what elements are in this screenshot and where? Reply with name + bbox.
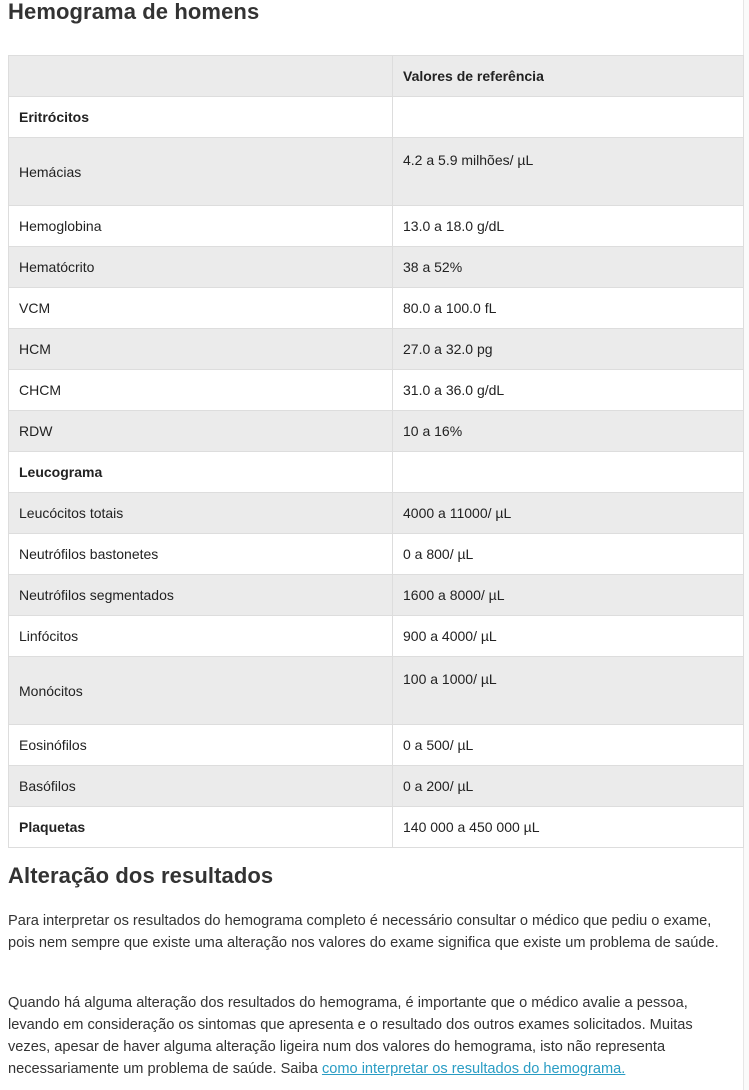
paragraph-interpretation: Para interpretar os resultados do hemograma completo é necessário consultar o médico que pediu o exame, pois nem sempre que existe uma alteração nos valores do exame significa que existe um problema de saúde.	[8, 913, 719, 951]
row-value	[393, 452, 744, 493]
row-value: 31.0 a 36.0 g/dL	[393, 370, 744, 411]
row-label: Eosinófilos	[9, 725, 393, 766]
row-label: Neutrófilos bastonetes	[9, 534, 393, 575]
row-value: 900 a 4000/ µL	[393, 616, 744, 657]
row-label: CHCM	[9, 370, 393, 411]
table-row	[9, 247, 744, 288]
table-row	[9, 206, 744, 247]
section-title-alteracao: Alteração dos resultados	[8, 863, 274, 888]
row-label: Linfócitos	[9, 616, 393, 657]
table-row	[9, 725, 744, 766]
row-value: 4000 a 11000/ µL	[393, 493, 744, 534]
row-value: 0 a 500/ µL	[393, 725, 744, 766]
section-title-hemograma: Hemograma de homens	[8, 0, 260, 24]
table-row	[9, 288, 744, 329]
row-value: 1600 a 8000/ µL	[393, 575, 744, 616]
row-value	[393, 97, 744, 138]
table-header-row	[9, 56, 744, 97]
table-row	[9, 534, 744, 575]
interpret-results-link[interactable]: como interpretar os resultados do hemograma.	[321, 1061, 626, 1077]
table-header-cell-values: Valores de referência	[393, 56, 744, 97]
row-label: Plaquetas	[9, 807, 393, 848]
row-label: Eritrócitos	[9, 97, 393, 138]
row-value: 27.0 a 32.0 pg	[393, 329, 744, 370]
row-value: 10 a 16%	[393, 411, 744, 452]
table-row	[9, 329, 744, 370]
row-value: 13.0 a 18.0 g/dL	[393, 206, 744, 247]
row-label: Neutrófilos segmentados	[9, 575, 393, 616]
row-value: 0 a 800/ µL	[393, 534, 744, 575]
table-row	[9, 97, 744, 138]
table-row	[9, 766, 744, 807]
row-label: RDW	[9, 411, 393, 452]
table-row	[9, 616, 744, 657]
table-header-cell-empty	[9, 56, 393, 97]
row-label: Leucograma	[9, 452, 393, 493]
row-value: 38 a 52%	[393, 247, 744, 288]
table-row	[9, 138, 744, 206]
row-value: 100 a 1000/ µL	[393, 657, 744, 725]
table-row	[9, 411, 744, 452]
row-label: Leucócitos totais	[9, 493, 393, 534]
reference-values-table	[8, 55, 744, 848]
row-label: Monócitos	[9, 657, 393, 725]
table-row	[9, 657, 744, 725]
row-label: Hemácias	[9, 138, 393, 206]
row-label: VCM	[9, 288, 393, 329]
row-label: Hematócrito	[9, 247, 393, 288]
row-label: HCM	[9, 329, 393, 370]
row-value: 4.2 a 5.9 milhões/ µL	[393, 138, 744, 206]
table-row	[9, 452, 744, 493]
table-row	[9, 807, 744, 848]
paragraph-text: Quando há alguma alteração dos resultados do hemograma, é importante que o médico avalie a pessoa, levando em consideração os sintomas que apresenta e o resultado dos outros exames solicitados. Muitas vezes, apesar de haver alguma alteração ligeira num dos valores do hemograma, isto não representa necessariamente um problema de saúde. Saiba	[8, 995, 693, 1077]
table-row	[9, 370, 744, 411]
row-label: Hemoglobina	[9, 206, 393, 247]
row-value: 80.0 a 100.0 fL	[393, 288, 744, 329]
row-label: Basófilos	[9, 766, 393, 807]
row-value: 140 000 a 450 000 µL	[393, 807, 744, 848]
table-row	[9, 575, 744, 616]
row-value: 0 a 200/ µL	[393, 766, 744, 807]
table-row	[9, 493, 744, 534]
paragraph-alteration	[8, 992, 738, 1080]
